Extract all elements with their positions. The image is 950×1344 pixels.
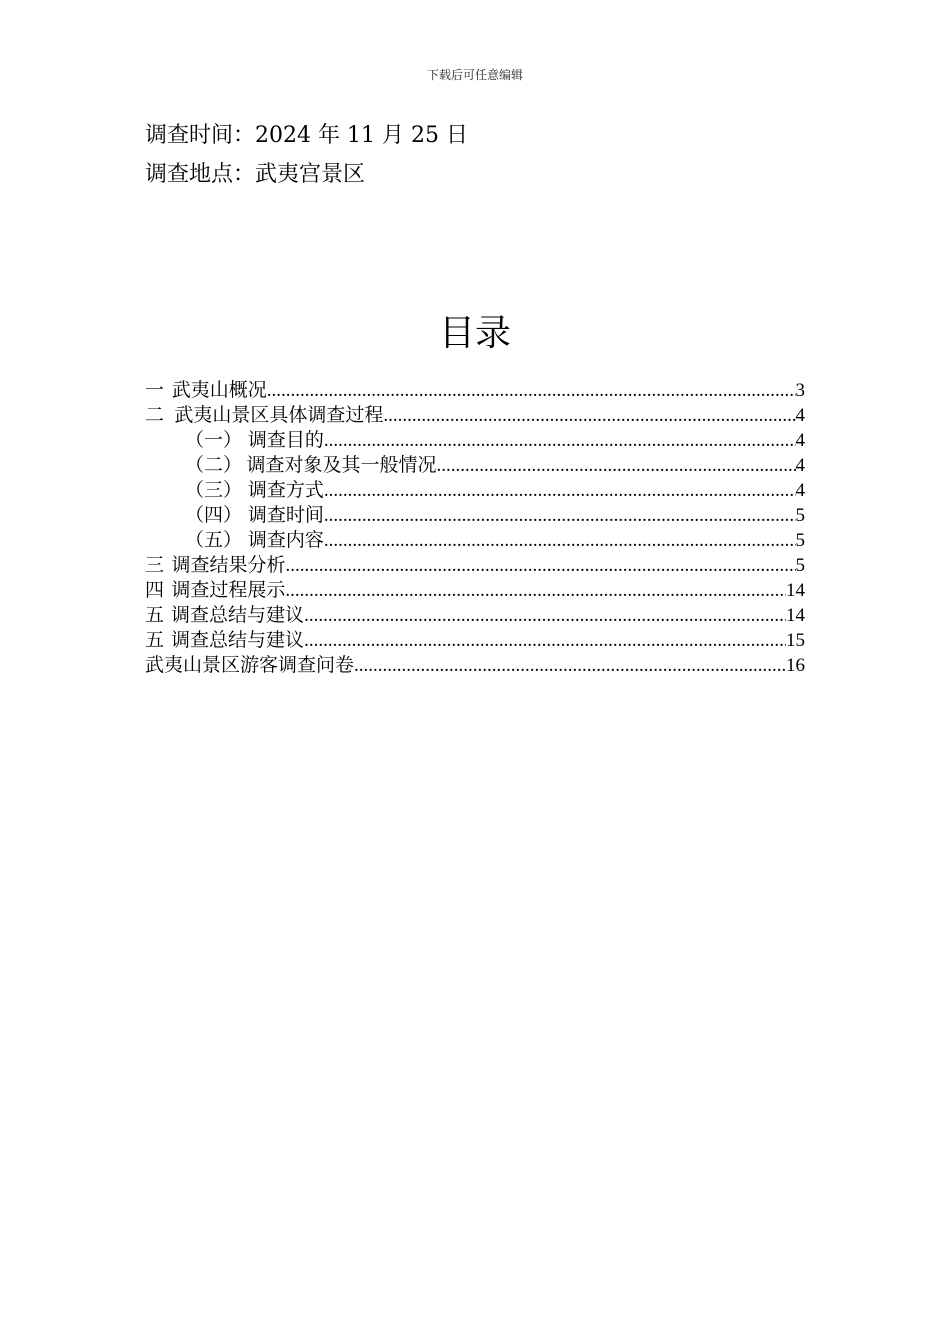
- toc-dot-leader: [304, 628, 786, 653]
- toc-entry-number: （一）: [185, 429, 243, 451]
- toc-entry-label: 调查总结与建议: [171, 629, 305, 651]
- toc-entry[interactable]: [145, 428, 805, 453]
- survey-time: 调查时间：2024 年 11 月 25 日: [145, 123, 468, 148]
- toc-entry-page: 5: [795, 555, 805, 576]
- toc-entry[interactable]: [145, 503, 805, 528]
- toc-entry-page: 14: [786, 580, 805, 601]
- toc-entry-page: 3: [795, 380, 805, 401]
- toc-dot-leader: [285, 553, 795, 578]
- toc-entry-label: 调查目的: [247, 429, 324, 451]
- toc-entry-number: 五: [145, 604, 165, 626]
- toc-entry[interactable]: [145, 553, 805, 578]
- toc-dot-leader: [324, 478, 796, 503]
- toc-dot-leader: [285, 578, 786, 603]
- toc-entry-page: 14: [786, 605, 805, 626]
- toc-dot-leader: [354, 653, 786, 678]
- toc-entry-number: 一: [145, 379, 165, 401]
- toc-entry-number: （四）: [185, 504, 243, 526]
- toc-entry-page: 4: [795, 405, 805, 426]
- toc-entry-label: 调查时间: [247, 504, 324, 526]
- toc-title: 目录: [438, 313, 511, 354]
- toc-entry-label: 武夷山概况: [171, 379, 267, 401]
- toc-entry[interactable]: [145, 478, 805, 503]
- toc-dot-leader: [324, 428, 796, 453]
- toc-entry[interactable]: [145, 578, 805, 603]
- toc-dot-leader: [437, 453, 796, 478]
- toc-entry-label: 调查内容: [247, 529, 324, 551]
- toc-entry-number: 二: [145, 404, 165, 426]
- toc-entry-page: 4: [795, 480, 805, 501]
- toc-dot-leader: [304, 603, 786, 628]
- toc-entry-number: （三）: [185, 479, 243, 501]
- toc-entry-label: 调查对象及其一般情况: [246, 454, 437, 476]
- toc-dot-leader: [324, 503, 796, 528]
- toc-entry-label: 调查结果分析: [171, 554, 286, 576]
- toc-entry[interactable]: [145, 403, 805, 428]
- toc-entry-number: 四: [145, 579, 165, 601]
- toc-entry-label: 调查方式: [247, 479, 324, 501]
- toc-entry-label: 武夷山景区游客调查问卷: [145, 654, 355, 676]
- toc-entry[interactable]: [145, 453, 805, 478]
- toc-entry[interactable]: [145, 628, 805, 653]
- toc-dot-leader: [324, 528, 796, 553]
- toc-entry-label: 调查过程展示: [171, 579, 286, 601]
- toc-entry-label: 调查总结与建议: [171, 604, 305, 626]
- toc-entry-page: 4: [795, 455, 805, 476]
- toc-entry-page: 5: [795, 505, 805, 526]
- toc-entry[interactable]: [145, 378, 805, 403]
- toc-entry-page: 15: [786, 630, 805, 651]
- header-note: 下载后可任意编辑: [426, 68, 523, 82]
- toc-entry-label: 武夷山景区具体调查过程: [174, 404, 384, 426]
- toc-entry-number: （二）: [185, 454, 243, 476]
- toc-entry-page: 16: [786, 655, 805, 676]
- toc-entry-page: 4: [795, 430, 805, 451]
- toc-entry[interactable]: [145, 528, 805, 553]
- table-of-contents: [145, 378, 805, 678]
- toc-entry-number: 五: [145, 629, 165, 651]
- toc-entry[interactable]: [145, 653, 805, 678]
- toc-dot-leader: [267, 378, 796, 403]
- toc-entry[interactable]: [145, 603, 805, 628]
- survey-place: 调查地点：武夷宫景区: [145, 162, 366, 187]
- toc-dot-leader: [383, 403, 795, 428]
- toc-entry-page: 5: [795, 530, 805, 551]
- toc-entry-number: 三: [145, 554, 165, 576]
- toc-entry-number: （五）: [185, 529, 243, 551]
